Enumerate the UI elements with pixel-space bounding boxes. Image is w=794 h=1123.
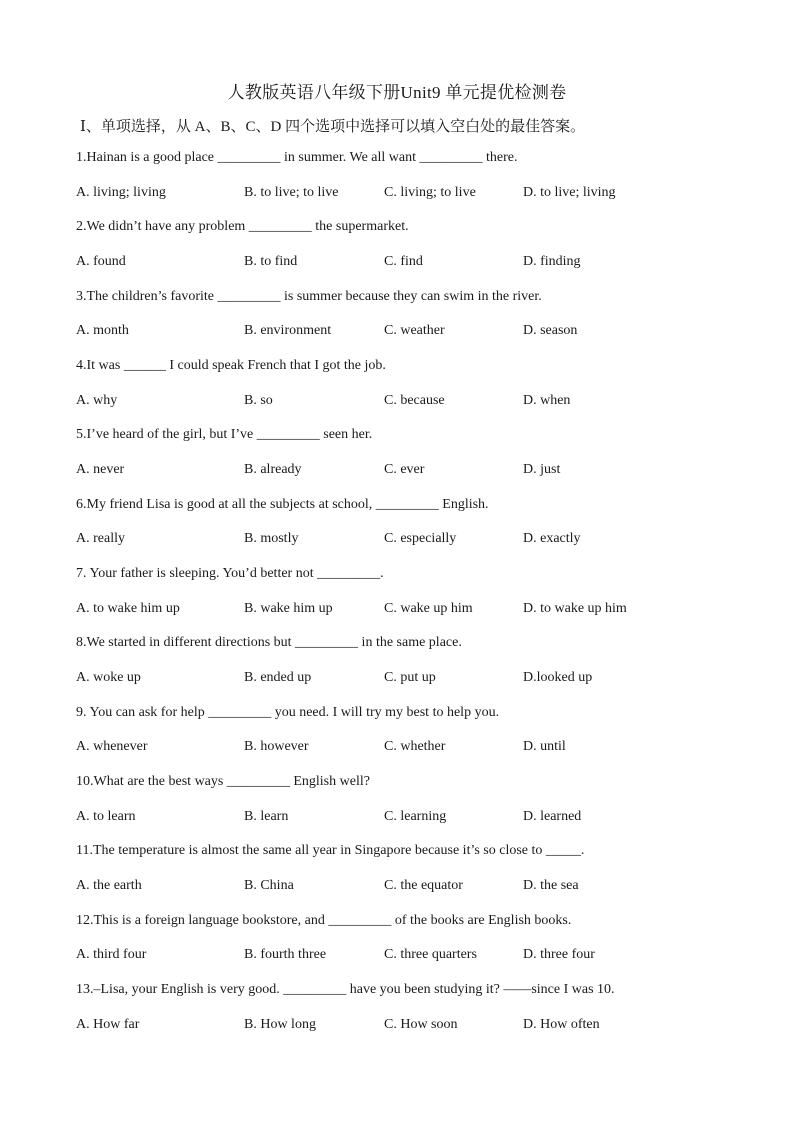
option-a[interactable]: A. never bbox=[76, 462, 125, 477]
options-row bbox=[0, 323, 794, 343]
option-b[interactable]: B. ended up bbox=[244, 670, 312, 685]
option-c[interactable]: C. find bbox=[384, 254, 423, 269]
option-a[interactable]: A. third four bbox=[76, 947, 147, 962]
option-a[interactable]: A. to wake him up bbox=[76, 601, 180, 616]
options-row bbox=[0, 531, 794, 551]
option-d[interactable]: D. three four bbox=[523, 947, 595, 962]
option-c[interactable]: C. especially bbox=[384, 531, 457, 546]
option-b[interactable]: B. learn bbox=[244, 809, 289, 824]
option-c[interactable]: C. the equator bbox=[384, 878, 463, 893]
option-d[interactable]: D. How often bbox=[523, 1017, 600, 1032]
option-b[interactable]: B. environment bbox=[244, 323, 332, 338]
options-row bbox=[0, 601, 794, 621]
option-c[interactable]: C. whether bbox=[384, 739, 446, 754]
question-text: 5.I’ve heard of the girl, but I’ve _________ seen her. bbox=[76, 427, 373, 442]
option-c[interactable]: C. learning bbox=[384, 809, 447, 824]
option-c[interactable]: C. wake up him bbox=[384, 601, 473, 616]
question-text: 4.It was ______ I could speak French that I got the job. bbox=[76, 358, 386, 373]
option-d[interactable]: D. just bbox=[523, 462, 561, 477]
options-row bbox=[0, 185, 794, 205]
question-text: 11.The temperature is almost the same all year in Singapore because it’s so close to _____. bbox=[76, 843, 585, 858]
question-text: 6.My friend Lisa is good at all the subjects at school, _________ English. bbox=[76, 497, 489, 512]
option-b[interactable]: B. fourth three bbox=[244, 947, 327, 962]
option-d[interactable]: D. to wake up him bbox=[523, 601, 627, 616]
section-instruction: Ⅰ、单项选择，从 A、B、C、D 四个选项中选择可以填入空白处的最佳答案。 bbox=[80, 119, 586, 135]
question-text: 1.Hainan is a good place _________ in summer. We all want _________ there. bbox=[76, 150, 518, 165]
option-a[interactable]: A. How far bbox=[76, 1017, 140, 1032]
options-row bbox=[0, 1017, 794, 1037]
question-text: 3.The children’s favorite _________ is summer because they can swim in the river. bbox=[76, 289, 542, 304]
options-row bbox=[0, 670, 794, 690]
option-a[interactable]: A. woke up bbox=[76, 670, 141, 685]
option-d[interactable]: D. when bbox=[523, 393, 571, 408]
question-text: 9. You can ask for help _________ you need. I will try my best to help you. bbox=[76, 705, 500, 720]
option-a[interactable]: A. really bbox=[76, 531, 125, 546]
option-b[interactable]: B. so bbox=[244, 393, 273, 408]
option-b[interactable]: B. China bbox=[244, 878, 294, 893]
option-b[interactable]: B. however bbox=[244, 739, 309, 754]
option-d[interactable]: D. exactly bbox=[523, 531, 581, 546]
options-row bbox=[0, 739, 794, 759]
option-c[interactable]: C. three quarters bbox=[384, 947, 477, 962]
option-c[interactable]: C. How soon bbox=[384, 1017, 458, 1032]
option-a[interactable]: A. living; living bbox=[76, 185, 166, 200]
option-b[interactable]: B. to find bbox=[244, 254, 298, 269]
question-text: 12.This is a foreign language bookstore, and _________ of the books are English books. bbox=[76, 913, 572, 928]
option-d[interactable]: D. season bbox=[523, 323, 578, 338]
option-a[interactable]: A. month bbox=[76, 323, 129, 338]
options-row bbox=[0, 878, 794, 898]
option-b[interactable]: B. wake him up bbox=[244, 601, 333, 616]
options-row bbox=[0, 462, 794, 482]
options-row bbox=[0, 809, 794, 829]
option-b[interactable]: B. mostly bbox=[244, 531, 299, 546]
option-a[interactable]: A. whenever bbox=[76, 739, 148, 754]
question-text: 13.–Lisa, your English is very good. _________ have you been studying it? ——since I was 10. bbox=[76, 982, 615, 997]
page-title: 人教版英语八年级下册Unit9 单元提优检测卷 bbox=[227, 83, 567, 102]
option-d[interactable]: D. learned bbox=[523, 809, 582, 824]
option-d[interactable]: D.looked up bbox=[523, 670, 593, 685]
option-c[interactable]: C. ever bbox=[384, 462, 425, 477]
option-a[interactable]: A. the earth bbox=[76, 878, 142, 893]
question-text: 7. Your father is sleeping. You’d better not _________. bbox=[76, 566, 384, 581]
options-row bbox=[0, 393, 794, 413]
option-b[interactable]: B. already bbox=[244, 462, 302, 477]
question-text: 10.What are the best ways _________ English well? bbox=[76, 774, 370, 789]
question-text: 8.We started in different directions but _________ in the same place. bbox=[76, 635, 462, 650]
option-d[interactable]: D. to live; living bbox=[523, 185, 616, 200]
option-c[interactable]: C. because bbox=[384, 393, 445, 408]
option-b[interactable]: B. How long bbox=[244, 1017, 316, 1032]
option-c[interactable]: C. put up bbox=[384, 670, 436, 685]
option-c[interactable]: C. weather bbox=[384, 323, 445, 338]
options-row bbox=[0, 254, 794, 274]
options-row bbox=[0, 947, 794, 967]
option-c[interactable]: C. living; to live bbox=[384, 185, 476, 200]
option-d[interactable]: D. the sea bbox=[523, 878, 579, 893]
option-a[interactable]: A. why bbox=[76, 393, 118, 408]
option-b[interactable]: B. to live; to live bbox=[244, 185, 339, 200]
question-text: 2.We didn’t have any problem _________ the supermarket. bbox=[76, 219, 409, 234]
option-d[interactable]: D. until bbox=[523, 739, 566, 754]
option-a[interactable]: A. found bbox=[76, 254, 126, 269]
option-d[interactable]: D. finding bbox=[523, 254, 581, 269]
option-a[interactable]: A. to learn bbox=[76, 809, 136, 824]
